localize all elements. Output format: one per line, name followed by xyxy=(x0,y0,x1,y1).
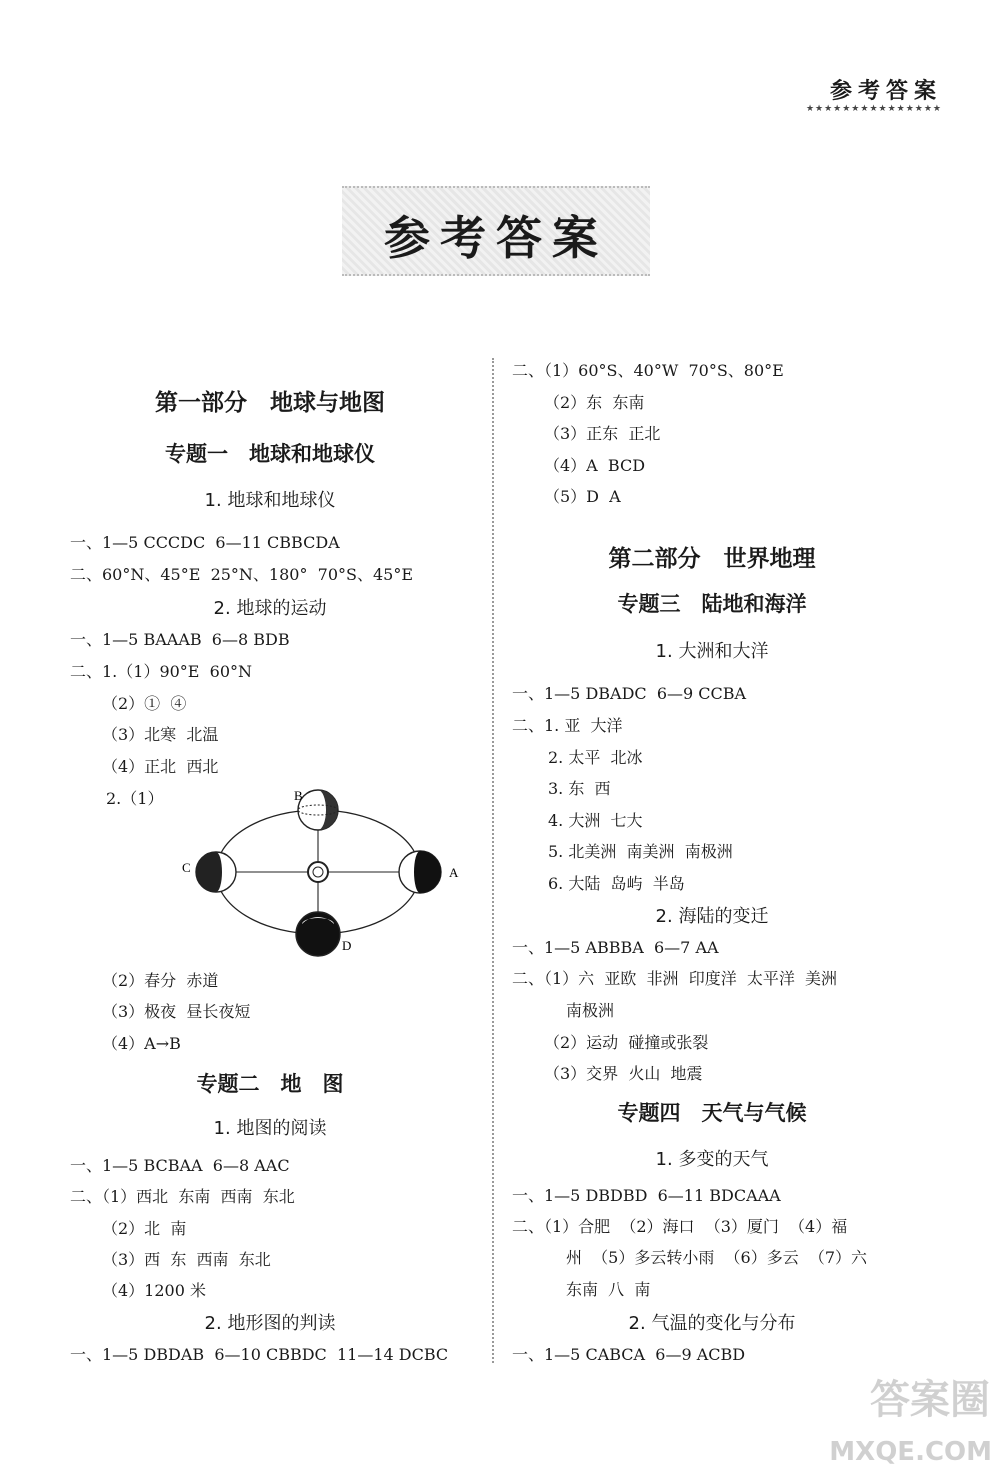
answer-line: 南极洲 xyxy=(566,1001,615,1020)
answer-line: 东南 八 南 xyxy=(566,1280,651,1299)
answer-line: 一、1—5 BAAAB 6—8 BDB xyxy=(70,630,290,649)
answer-line: 二、1.（1）90°E 60°N xyxy=(70,662,253,681)
answer-line: （4）正北 西北 xyxy=(102,757,219,776)
answer-line: （4）1200 米 xyxy=(102,1281,206,1300)
column-divider xyxy=(492,358,494,1363)
answer-line: （3）北寒 北温 xyxy=(102,725,219,744)
section-heading: 2. 海陆的变迁 xyxy=(655,906,769,927)
topic-heading: 专题四 天气与气候 xyxy=(617,1101,807,1125)
answer-line: 2. 太平 北冰 xyxy=(548,748,643,767)
running-header-title: 参考答案 xyxy=(829,78,942,104)
answer-line: 一、1—5 DBDAB 6—10 CBBDC 11—14 DCBC xyxy=(70,1345,449,1364)
section-heading: 2. 气温的变化与分布 xyxy=(628,1313,796,1334)
part-heading: 第二部分 世界地理 xyxy=(608,545,816,572)
answer-line: （2）运动 碰撞或张裂 xyxy=(544,1033,709,1052)
topic-heading: 专题二 地 图 xyxy=(196,1072,344,1096)
watermark-site: MXQE.COM xyxy=(829,1437,992,1467)
answer-line: （3）极夜 昼长夜短 xyxy=(102,1002,251,1021)
section-heading: 1. 地图的阅读 xyxy=(213,1118,327,1139)
earth-position-c xyxy=(196,852,236,892)
section-heading: 1. 大洲和大洋 xyxy=(655,641,769,662)
earth-position-b xyxy=(298,790,338,830)
answer-line: 二、（1）合肥 （2）海口 （3）厦门 （4）福 xyxy=(512,1217,848,1236)
answer-line: 6. 大陆 岛屿 半岛 xyxy=(548,874,685,893)
answer-line: 2.（1） xyxy=(106,789,164,808)
section-heading: 1. 地球和地球仪 xyxy=(204,490,336,511)
answer-line: 5. 北美洲 南美洲 南极洲 xyxy=(548,842,733,861)
answer-line: 二、（1）西北 东南 西南 东北 xyxy=(70,1187,295,1206)
topic-heading: 专题三 陆地和海洋 xyxy=(617,592,807,616)
answer-line: （4）A BCD xyxy=(544,456,646,475)
answer-line: （3）西 东 西南 东北 xyxy=(102,1250,271,1269)
section-heading: 2. 地形图的判读 xyxy=(204,1313,336,1334)
answer-line: 二、60°N、45°E 25°N、180° 70°S、45°E xyxy=(70,565,414,584)
earth-position-a xyxy=(399,851,441,893)
answer-line: （5）D A xyxy=(544,487,621,506)
answer-line: 一、1—5 DBADC 6—9 CCBA xyxy=(512,684,747,703)
part-heading: 第一部分 地球与地图 xyxy=(155,389,385,416)
answer-line: （4）A→B xyxy=(102,1034,181,1053)
answer-line: 二、1. 亚 大洋 xyxy=(512,716,623,735)
answer-line: 3. 东 西 xyxy=(548,779,611,798)
section-heading: 2. 地球的运动 xyxy=(213,598,327,619)
answer-line: 一、1—5 BCBAA 6—8 AAC xyxy=(70,1156,290,1175)
banner-title: 参考答案 xyxy=(384,211,608,265)
running-header-stars: ★★★★★★★★★★★★★★★ xyxy=(805,104,942,114)
sun xyxy=(308,862,328,882)
label-a: A xyxy=(449,865,459,880)
topic-heading: 专题一 地球和地球仪 xyxy=(165,442,375,466)
earth-position-d xyxy=(296,912,340,956)
answer-line: （3）正东 正北 xyxy=(544,424,661,443)
answer-line: 二、（1）六 亚欧 非洲 印度洋 太平洋 美洲 xyxy=(512,969,838,988)
answer-line: 一、1—5 DBDBD 6—11 BDCAAA xyxy=(512,1186,781,1205)
answer-line: （2）东 东南 xyxy=(544,393,645,412)
earth-orbit-diagram xyxy=(168,784,468,960)
answer-line: （2）春分 赤道 xyxy=(102,971,219,990)
answer-line: 州 （5）多云转小雨 （6）多云 （7）六 xyxy=(566,1248,868,1267)
label-c: C xyxy=(182,860,191,875)
answer-line: （3）交界 火山 地震 xyxy=(544,1064,703,1083)
section-heading: 1. 多变的天气 xyxy=(655,1149,769,1170)
answer-line: （2）北 南 xyxy=(102,1219,187,1238)
answer-line: （2）① ④ xyxy=(102,694,187,713)
label-d: D xyxy=(342,938,352,953)
answer-line: 4. 大洲 七大 xyxy=(548,811,643,830)
watermark-logo: 答案圈 xyxy=(870,1377,990,1423)
label-b: B xyxy=(294,788,303,803)
answer-line: 二、（1）60°S、40°W 70°S、80°E xyxy=(512,361,784,380)
answer-line: 一、1—5 ABBBA 6—7 AA xyxy=(512,938,719,957)
title-banner xyxy=(342,186,650,276)
answer-line: 一、1—5 CCCDC 6—11 CBBCDA xyxy=(70,533,340,552)
answer-line: 一、1—5 CABCA 6—9 ACBD xyxy=(512,1345,746,1364)
